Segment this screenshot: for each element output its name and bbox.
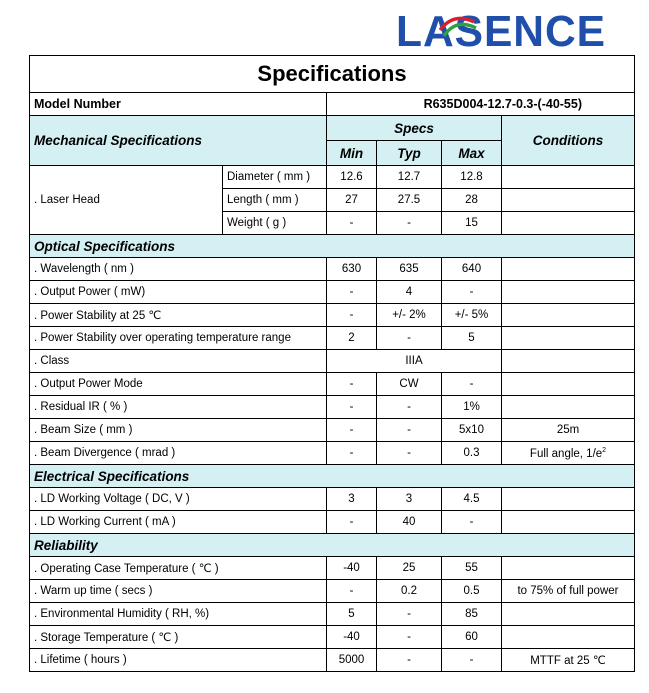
conditions-value: [502, 212, 635, 235]
param-label: . Beam Size ( mm ): [30, 419, 327, 442]
param-label: . Storage Temperature ( ℃ ): [30, 626, 327, 649]
typ-value: 25: [377, 557, 442, 580]
typ-value: -: [377, 212, 442, 235]
table-row: [30, 603, 635, 626]
max-value: 15: [442, 212, 502, 235]
conditions-value: [502, 442, 635, 465]
typ-value: 3: [377, 488, 442, 511]
typ-value: CW: [377, 373, 442, 396]
conditions-text: Full angle, 1/e: [529, 447, 603, 460]
max-value: -: [442, 281, 502, 304]
param-label: . LD Working Current ( mA ): [30, 511, 327, 534]
reliability-section-title: Reliability: [30, 534, 635, 557]
max-value: 12.8: [442, 166, 502, 189]
typ-value: 12.7: [377, 166, 442, 189]
max-value: 28: [442, 189, 502, 212]
param-label: . Power Stability over operating temperature range: [30, 327, 327, 350]
typ-value: 40: [377, 511, 442, 534]
table-row: [30, 373, 635, 396]
min-value: -: [327, 396, 377, 419]
typ-value: +/- 2%: [377, 304, 442, 327]
min-value: 630: [327, 258, 377, 281]
param-label: . Environmental Humidity ( RH, %): [30, 603, 327, 626]
max-value: 55: [442, 557, 502, 580]
max-value: 0.3: [442, 442, 502, 465]
reliability-header-row: [30, 534, 635, 557]
specs-header: Specs: [327, 116, 502, 141]
conditions-value: [502, 603, 635, 626]
min-value: -40: [327, 626, 377, 649]
conditions-value: [502, 488, 635, 511]
min-value: 27: [327, 189, 377, 212]
table-row: [30, 511, 635, 534]
max-value: -: [442, 649, 502, 672]
mechanical-header-row: [30, 116, 635, 141]
typ-value: 0.2: [377, 580, 442, 603]
conditions-value: MTTF at 25 ℃: [502, 649, 635, 672]
param-label: . Output Power Mode: [30, 373, 327, 396]
table-row: [30, 557, 635, 580]
conditions-value: to 75% of full power: [502, 580, 635, 603]
param-label: Diameter ( mm ): [223, 166, 327, 189]
typ-header: Typ: [377, 141, 442, 166]
typ-value: 635: [377, 258, 442, 281]
model-value: R635D004-12.7-0.3-(-40-55): [327, 93, 635, 116]
conditions-value: [502, 166, 635, 189]
min-value: -: [327, 511, 377, 534]
mechanical-section-title: Mechanical Specifications: [30, 116, 327, 166]
max-value: 5: [442, 327, 502, 350]
conditions-header: Conditions: [502, 116, 635, 166]
min-value: -: [327, 304, 377, 327]
min-value: 3: [327, 488, 377, 511]
param-label: . Warm up time ( secs ): [30, 580, 327, 603]
param-label: . LD Working Voltage ( DC, V ): [30, 488, 327, 511]
param-label: . Output Power ( mW): [30, 281, 327, 304]
conditions-value: [502, 281, 635, 304]
param-label: . Power Stability at 25 ℃: [30, 304, 327, 327]
param-label: . Wavelength ( nm ): [30, 258, 327, 281]
max-value: 85: [442, 603, 502, 626]
table-row: [30, 304, 635, 327]
max-value: 4.5: [442, 488, 502, 511]
typ-value: -: [377, 442, 442, 465]
param-label: Length ( mm ): [223, 189, 327, 212]
typ-value: -: [377, 327, 442, 350]
min-value: 2: [327, 327, 377, 350]
conditions-value: [502, 626, 635, 649]
typ-value: -: [377, 649, 442, 672]
param-label: Weight ( g ): [223, 212, 327, 235]
max-header: Max: [442, 141, 502, 166]
table-row: [30, 258, 635, 281]
min-header: Min: [327, 141, 377, 166]
typ-value: -: [377, 396, 442, 419]
electrical-header-row: [30, 465, 635, 488]
table-row: [30, 327, 635, 350]
table-row: [30, 396, 635, 419]
max-value: +/- 5%: [442, 304, 502, 327]
min-value: 5: [327, 603, 377, 626]
table-row: [30, 580, 635, 603]
max-value: 1%: [442, 396, 502, 419]
min-value: -: [327, 442, 377, 465]
conditions-value: [502, 327, 635, 350]
min-value: -: [327, 580, 377, 603]
typ-value: 27.5: [377, 189, 442, 212]
param-label: . Class: [30, 350, 327, 373]
typ-value: -: [377, 626, 442, 649]
typ-value: 4: [377, 281, 442, 304]
max-value: 5x10: [442, 419, 502, 442]
conditions-value: [502, 396, 635, 419]
min-value: -: [327, 281, 377, 304]
conditions-value: [502, 511, 635, 534]
model-row: [30, 93, 635, 116]
specifications-table: [29, 55, 635, 672]
conditions-value: [502, 350, 635, 373]
table-row: [30, 281, 635, 304]
table-row: [30, 488, 635, 511]
min-value: -40: [327, 557, 377, 580]
optical-header-row: [30, 235, 635, 258]
conditions-value: 25m: [502, 419, 635, 442]
param-label: . Lifetime ( hours ): [30, 649, 327, 672]
max-value: 640: [442, 258, 502, 281]
conditions-value: [502, 258, 635, 281]
typ-value: -: [377, 419, 442, 442]
conditions-value: [502, 373, 635, 396]
param-label: . Operating Case Temperature ( ℃ ): [30, 557, 327, 580]
page-title: Specifications: [30, 56, 635, 93]
laser-head-label: . Laser Head: [30, 166, 223, 235]
min-value: 5000: [327, 649, 377, 672]
max-value: -: [442, 373, 502, 396]
class-value: IIIA: [327, 350, 502, 373]
model-label: Model Number: [30, 93, 327, 116]
max-value: 0.5: [442, 580, 502, 603]
optical-section-title: Optical Specifications: [30, 235, 635, 258]
param-label: . Residual IR ( % ): [30, 396, 327, 419]
table-row: [30, 626, 635, 649]
superscript: 2: [602, 446, 607, 454]
min-value: -: [327, 419, 377, 442]
typ-value: -: [377, 603, 442, 626]
max-value: -: [442, 511, 502, 534]
lasence-logo: [396, 6, 606, 48]
min-value: 12.6: [327, 166, 377, 189]
min-value: -: [327, 212, 377, 235]
table-row: [30, 350, 635, 373]
conditions-value: [502, 557, 635, 580]
param-label: . Beam Divergence ( mrad ): [30, 442, 327, 465]
conditions-value: [502, 304, 635, 327]
table-row: [30, 419, 635, 442]
table-row: [30, 649, 635, 672]
max-value: 60: [442, 626, 502, 649]
min-value: -: [327, 373, 377, 396]
logo-wordmark: LASENCE: [396, 7, 606, 48]
table-row: [30, 166, 635, 189]
electrical-section-title: Electrical Specifications: [30, 465, 635, 488]
conditions-value: [502, 189, 635, 212]
table-row: [30, 442, 635, 465]
